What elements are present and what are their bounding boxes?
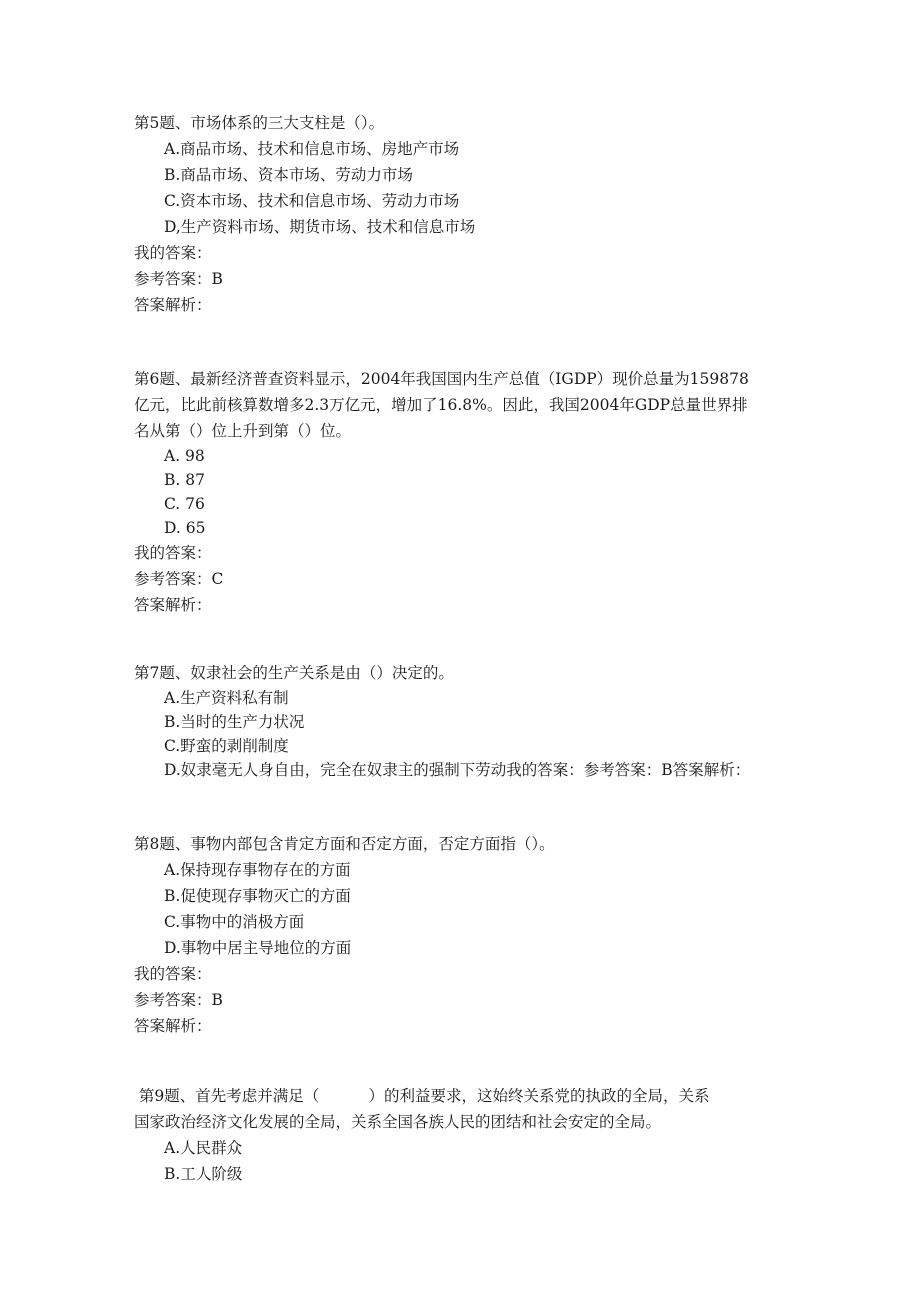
answer-analysis: 答案解析： [134,296,212,314]
answer-analysis: 答案解析： [134,596,212,614]
option-d: D.事物中居主导地位的方面 [164,939,352,957]
question-stem-line-1: 第9题、首先考虑并满足（ ）的利益要求，这始终关系党的执政的全局，关系 [134,1087,710,1105]
question-stem-line-1: 第6题、最新经济普查资料显示，2004年我国国内生产总值（IGDP）现价总量为159878 [134,370,749,388]
option-b: B.工人阶级 [164,1165,243,1183]
question-5 [134,110,784,318]
question-stem-line-2: 国家政治经济文化发展的全局，关系全国各族人民的团结和社会安定的全局。 [134,1113,662,1131]
option-a: A.保持现存事物存在的方面 [164,861,351,879]
my-answer: 我的答案： [134,965,212,983]
my-answer: 我的答案： [134,544,212,562]
my-answer: 我的答案： [134,244,212,262]
question-7 [134,660,784,782]
option-d: D,生产资料市场、期货市场、技术和信息市场 [164,218,476,236]
option-c: C.事物中的消极方面 [164,913,305,931]
question-stem: 第8题、事物内部包含肯定方面和否定方面，否定方面指（）。 [134,835,555,853]
option-a: A. 98 [164,447,205,465]
option-b: B.当时的生产力状况 [164,713,305,731]
option-b: B.商品市场、资本市场、劳动力市场 [164,166,413,184]
option-a: A.商品市场、技术和信息市场、房地产市场 [164,140,460,158]
option-c: C.野蛮的剥削制度 [164,737,289,755]
reference-answer: 参考答案：B [134,270,223,288]
question-stem: 第5题、市场体系的三大支柱是（）。 [134,114,385,132]
option-c: C. 76 [164,495,205,513]
question-6 [134,366,784,618]
option-c: C.资本市场、技术和信息市场、劳动力市场 [164,192,460,210]
option-b: B.促使现存事物灭亡的方面 [164,887,351,905]
reference-answer: 参考答案：C [134,570,224,588]
option-a: A.生产资料私有制 [164,689,289,707]
question-9 [134,1083,784,1187]
question-stem-line-2: 亿元，比此前核算数增多2.3万亿元，增加了16.8%。因此，我国2004年GDP总量世界排 [134,396,748,414]
question-8 [134,831,784,1039]
answer-analysis: 答案解析： [134,1017,212,1035]
question-stem-line-3: 名从第（）位上升到第（）位。 [134,422,352,440]
option-d: D.奴隶毫无人身自由，完全在奴隶主的强制下劳动我的答案：参考答案：B答案解析： [164,761,751,779]
reference-answer: 参考答案：B [134,991,223,1009]
option-a: A.人民群众 [164,1139,243,1157]
option-d: D. 65 [164,519,206,537]
question-stem: 第7题、奴隶社会的生产关系是由（）决定的。 [134,664,454,682]
option-b: B. 87 [164,471,205,489]
